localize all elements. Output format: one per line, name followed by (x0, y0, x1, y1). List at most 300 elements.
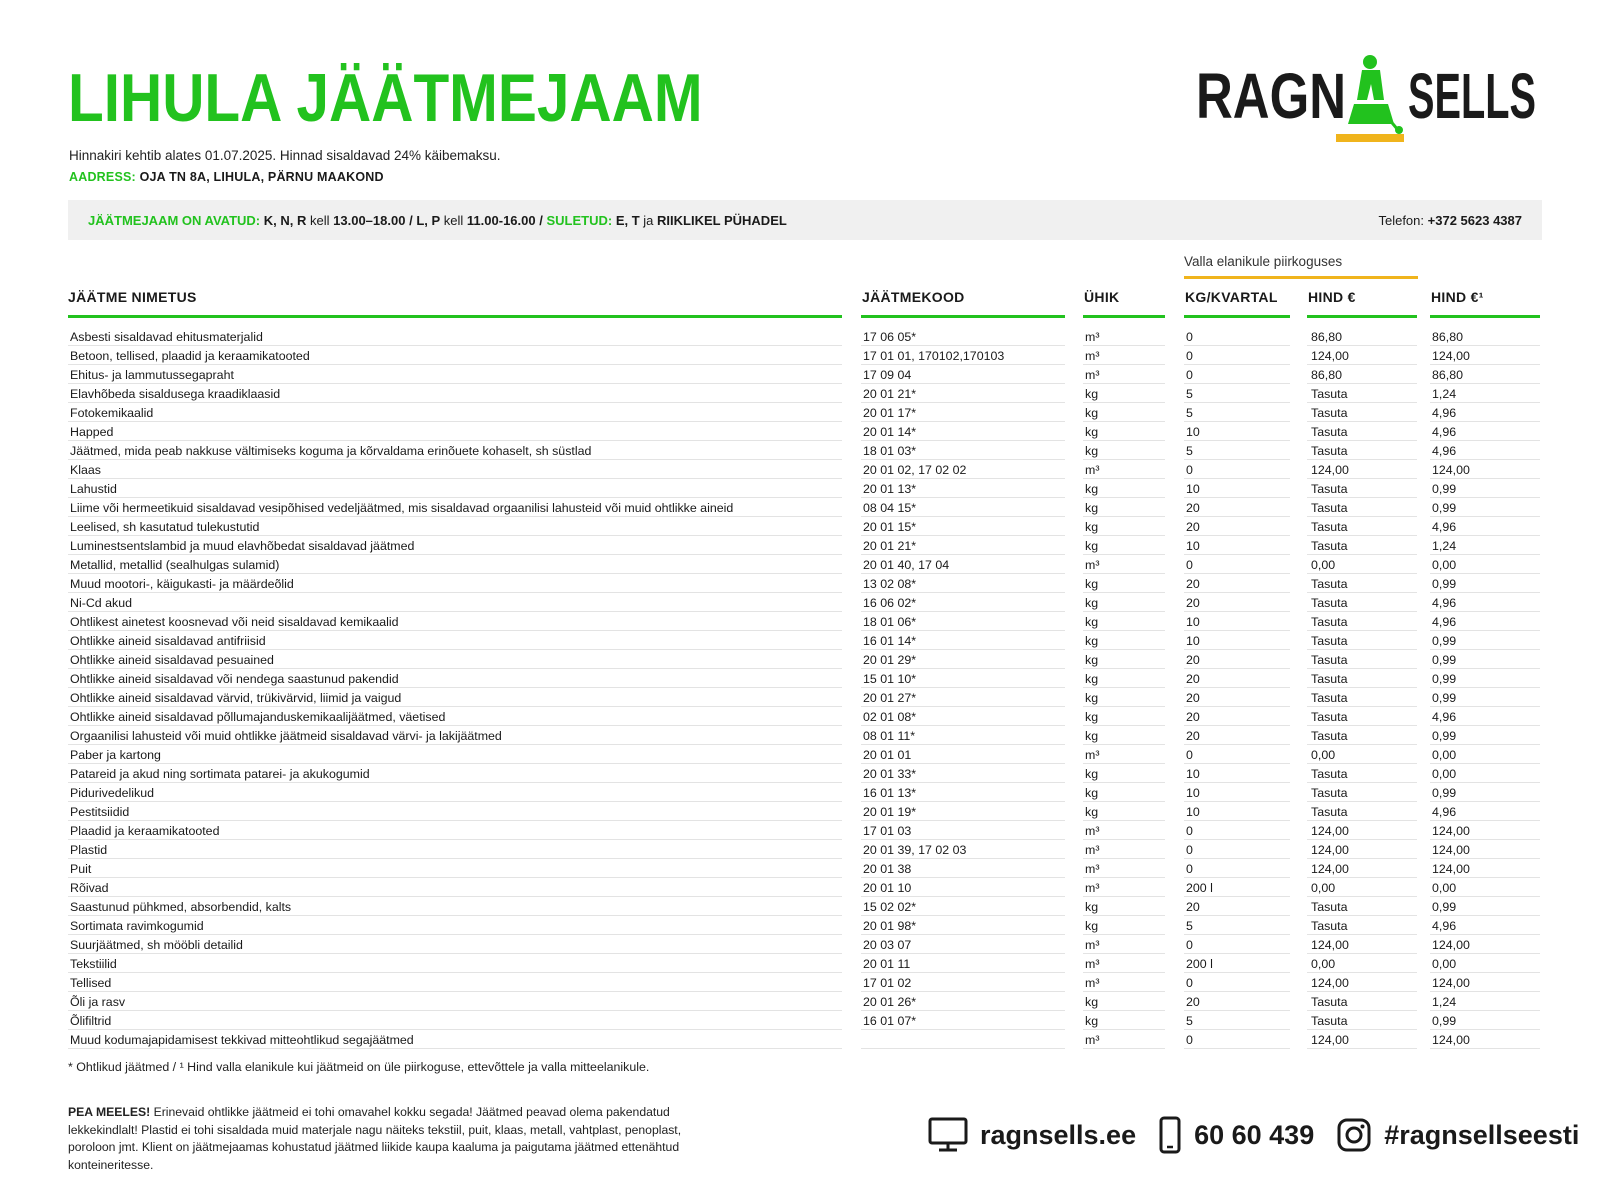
closed-label: SULETUD: (546, 212, 613, 228)
cell-unit: kg (1083, 518, 1165, 536)
cell-price2: 124,00 (1430, 1031, 1540, 1049)
phone-number[interactable]: +372 5623 4387 (1427, 212, 1522, 228)
cell-price2: 0,00 (1430, 765, 1540, 783)
open-time-1: 13.00–18.00 (333, 212, 406, 228)
header-name: JÄÄTME NIMETUS (68, 289, 197, 305)
cell-code: 20 01 98* (861, 917, 1065, 935)
phone-link[interactable] (1158, 1116, 1314, 1154)
resident-group-underline (1184, 276, 1418, 279)
table-row (0, 898, 1600, 917)
cell-unit: kg (1083, 803, 1165, 821)
header-rule-price-2 (1430, 315, 1540, 318)
cell-name: Luminestsentslambid ja muud elavhõbedat sisaldavad jäätmed (68, 537, 842, 555)
cell-price1: Tasuta (1307, 727, 1417, 745)
cell-code: 20 01 33* (861, 765, 1065, 783)
cell-unit: m³ (1083, 879, 1165, 897)
cell-unit: kg (1083, 993, 1165, 1011)
cell-name: Plaadid ja keraamikatooted (68, 822, 842, 840)
cell-price1: 124,00 (1307, 347, 1417, 365)
cell-price2: 0,00 (1430, 746, 1540, 764)
cell-code: 17 01 01, 170102,170103 (861, 347, 1065, 365)
table-row (0, 347, 1600, 366)
cell-unit: m³ (1083, 556, 1165, 574)
address (69, 170, 384, 184)
cell-price1: Tasuta (1307, 480, 1417, 498)
cell-unit: kg (1083, 727, 1165, 745)
cell-price2: 1,24 (1430, 385, 1540, 403)
cell-unit: kg (1083, 632, 1165, 650)
cell-name: Leelised, sh kasutatud tulekustutid (68, 518, 842, 536)
cell-name: Plastid (68, 841, 842, 859)
cell-name: Ehitus- ja lammutussegapraht (68, 366, 842, 384)
table-row (0, 670, 1600, 689)
phone-contact (1378, 213, 1522, 228)
cell-unit: kg (1083, 765, 1165, 783)
cell-name: Liime või hermeetikuid sisaldavad vesipõhised vedeljäätmed, mis sisaldavad orgaanilisi lahusteid või muid ohtlikke aineid (68, 499, 842, 517)
cell-kg: 10 (1184, 765, 1290, 783)
cell-kg: 20 (1184, 518, 1290, 536)
cell-name: Muud mootori-, käigukasti- ja määrdeõlid (68, 575, 842, 593)
cell-price2: 0,99 (1430, 898, 1540, 916)
cell-kg: 0 (1184, 936, 1290, 954)
cell-name: Ohtlikke aineid sisaldavad pesuained (68, 651, 842, 669)
cell-name: Ohtlikke aineid sisaldavad või nendega saastunud pakendid (68, 670, 842, 688)
cell-kg: 5 (1184, 1012, 1290, 1030)
cell-unit: kg (1083, 423, 1165, 441)
cell-code: 15 02 02* (861, 898, 1065, 916)
kell-1: kell (310, 212, 330, 228)
cell-unit: m³ (1083, 366, 1165, 384)
website-link[interactable] (928, 1116, 1136, 1154)
cell-kg: 0 (1184, 347, 1290, 365)
cell-kg: 0 (1184, 746, 1290, 764)
cell-code: 20 01 14* (861, 423, 1065, 441)
cell-price2: 0,99 (1430, 480, 1540, 498)
monitor-icon (928, 1116, 968, 1154)
opening-hours-bar (68, 200, 1542, 240)
cell-price1: Tasuta (1307, 423, 1417, 441)
cell-kg: 20 (1184, 898, 1290, 916)
cell-unit: m³ (1083, 746, 1165, 764)
cell-code: 20 01 27* (861, 689, 1065, 707)
cell-unit: kg (1083, 442, 1165, 460)
table-row (0, 556, 1600, 575)
cell-price1: Tasuta (1307, 670, 1417, 688)
cell-unit: kg (1083, 499, 1165, 517)
cell-unit: m³ (1083, 347, 1165, 365)
cell-unit: m³ (1083, 328, 1165, 346)
cell-price1: Tasuta (1307, 803, 1417, 821)
reminder-label: PEA MEELES! (68, 1105, 151, 1119)
open-days-1: K, N, R (263, 212, 307, 228)
cell-price2: 124,00 (1430, 461, 1540, 479)
cell-name: Rõivad (68, 879, 842, 897)
phone-label: Telefon: (1378, 212, 1425, 228)
cell-price2: 0,99 (1430, 670, 1540, 688)
table-row (0, 1031, 1600, 1050)
cell-name: Paber ja kartong (68, 746, 842, 764)
open-days-2: L, P (416, 212, 441, 228)
ragn-sells-logo (1196, 48, 1536, 148)
cell-price2: 4,96 (1430, 423, 1540, 441)
table-row (0, 879, 1600, 898)
cell-code: 02 01 08* (861, 708, 1065, 726)
cell-code: 17 06 05* (861, 328, 1065, 346)
cell-code: 18 01 06* (861, 613, 1065, 631)
address-value: OJA TN 8A, LIHULA, PÄRNU MAAKOND (139, 170, 384, 184)
cell-kg: 0 (1184, 841, 1290, 859)
cell-code: 20 01 26* (861, 993, 1065, 1011)
logo-text: RAGN (1196, 60, 1346, 132)
table-row (0, 461, 1600, 480)
cell-price1: 124,00 (1307, 860, 1417, 878)
cell-price1: Tasuta (1307, 442, 1417, 460)
cell-code: 20 01 21* (861, 385, 1065, 403)
cell-name: Õlifiltrid (68, 1012, 842, 1030)
contact-strip (928, 1112, 1579, 1158)
cell-code: 20 01 01 (861, 746, 1065, 764)
cell-kg: 0 (1184, 822, 1290, 840)
cell-kg: 0 (1184, 461, 1290, 479)
table-row (0, 974, 1600, 993)
cell-price1: 124,00 (1307, 841, 1417, 859)
cell-kg: 10 (1184, 803, 1290, 821)
price-table (0, 328, 1600, 1050)
cell-kg: 20 (1184, 689, 1290, 707)
table-row (0, 328, 1600, 347)
cell-kg: 200 l (1184, 879, 1290, 897)
cell-code: 20 01 40, 17 04 (861, 556, 1065, 574)
cell-name: Metallid, metallid (sealhulgas sulamid) (68, 556, 842, 574)
cell-price2: 4,96 (1430, 803, 1540, 821)
website-text: ragnsells.ee (980, 1119, 1137, 1150)
ja-text: ja (643, 212, 654, 228)
cell-code: 20 01 17* (861, 404, 1065, 422)
cell-price1: Tasuta (1307, 594, 1417, 612)
page-title: LIHULA JÄÄTMEJAAM (68, 60, 703, 136)
table-row (0, 917, 1600, 936)
cell-kg: 20 (1184, 651, 1290, 669)
cell-code: 17 01 02 (861, 974, 1065, 992)
header-rule-price (1307, 315, 1417, 318)
cell-code: 16 06 02* (861, 594, 1065, 612)
cell-unit: kg (1083, 594, 1165, 612)
cell-code: 17 01 03 (861, 822, 1065, 840)
cell-kg: 20 (1184, 575, 1290, 593)
table-row (0, 955, 1600, 974)
cell-price1: 86,80 (1307, 366, 1417, 384)
cell-price2: 0,99 (1430, 575, 1540, 593)
cell-unit: kg (1083, 537, 1165, 555)
cell-kg: 20 (1184, 708, 1290, 726)
separator-1: / (409, 212, 413, 228)
cell-price1: Tasuta (1307, 708, 1417, 726)
table-row (0, 689, 1600, 708)
cell-name: Ohtlikke aineid sisaldavad antifriisid (68, 632, 842, 650)
cell-kg: 10 (1184, 537, 1290, 555)
cell-code: 20 01 21* (861, 537, 1065, 555)
cell-price2: 4,96 (1430, 404, 1540, 422)
cell-kg: 20 (1184, 499, 1290, 517)
cell-name: Puit (68, 860, 842, 878)
cell-unit: m³ (1083, 461, 1165, 479)
cell-unit: kg (1083, 898, 1165, 916)
cell-price2: 0,99 (1430, 689, 1540, 707)
cell-name: Orgaanilisi lahusteid või muid ohtlikke jäätmeid sisaldavad värvi- ja lakijäätmed (68, 727, 842, 745)
cell-code: 16 01 07* (861, 1012, 1065, 1030)
cell-price2: 0,99 (1430, 651, 1540, 669)
cell-price2: 0,00 (1430, 556, 1540, 574)
cell-code (861, 1031, 1065, 1049)
cell-name: Patareid ja akud ning sortimata patarei- ja akukogumid (68, 765, 842, 783)
cell-price2: 0,00 (1430, 955, 1540, 973)
cell-price1: 124,00 (1307, 974, 1417, 992)
header-price-2: HIND €¹ (1431, 289, 1484, 305)
cell-name: Ni-Cd akud (68, 594, 842, 612)
cell-name: Ohtlikke aineid sisaldavad põllumajanduskemikaalijäätmed, väetised (68, 708, 842, 726)
cell-name: Elavhõbeda sisaldusega kraadiklaasid (68, 385, 842, 403)
table-row (0, 803, 1600, 822)
cell-price2: 4,96 (1430, 518, 1540, 536)
separator-2: / (539, 212, 543, 228)
cell-kg: 20 (1184, 727, 1290, 745)
address-label: AADRESS: (69, 170, 136, 184)
cell-kg: 0 (1184, 974, 1290, 992)
cell-price2: 86,80 (1430, 328, 1540, 346)
cell-price2: 124,00 (1430, 347, 1540, 365)
cell-price1: 0,00 (1307, 879, 1417, 897)
cell-price2: 4,96 (1430, 594, 1540, 612)
cell-price2: 1,24 (1430, 537, 1540, 555)
cell-unit: m³ (1083, 860, 1165, 878)
cell-unit: kg (1083, 917, 1165, 935)
svg-text:SELLS: SELLS (1408, 60, 1536, 132)
kell-2: kell (443, 212, 464, 228)
table-row (0, 537, 1600, 556)
cell-kg: 20 (1184, 670, 1290, 688)
cell-price1: 0,00 (1307, 556, 1417, 574)
cell-unit: kg (1083, 1012, 1165, 1030)
footnote: * Ohtlikud jäätmed / ¹ Hind valla elanikule kui jäätmeid on üle piirkoguse, ettevõttele ja valla mitteelanikule. (68, 1060, 650, 1074)
table-row (0, 366, 1600, 385)
cell-kg: 5 (1184, 917, 1290, 935)
table-row (0, 993, 1600, 1012)
cell-price1: 0,00 (1307, 955, 1417, 973)
cell-code: 08 04 15* (861, 499, 1065, 517)
cell-name: Pestitsiidid (68, 803, 842, 821)
table-row (0, 727, 1600, 746)
cell-price1: Tasuta (1307, 537, 1417, 555)
cell-name: Klaas (68, 461, 842, 479)
table-row (0, 404, 1600, 423)
cell-price1: Tasuta (1307, 385, 1417, 403)
table-row (0, 518, 1600, 537)
cell-unit: m³ (1083, 955, 1165, 973)
cell-kg: 10 (1184, 632, 1290, 650)
cell-price2: 4,96 (1430, 613, 1540, 631)
cell-kg: 0 (1184, 328, 1290, 346)
open-time-2: 11.00-16.00 (466, 212, 536, 228)
cell-name: Fotokemikaalid (68, 404, 842, 422)
cell-price2: 0,99 (1430, 1012, 1540, 1030)
cell-name: Ohtlikest ainetest koosnevad või neid sisaldavad kemikaalid (68, 613, 842, 631)
cell-unit: m³ (1083, 841, 1165, 859)
cell-price1: 86,80 (1307, 328, 1417, 346)
cell-code: 20 01 11 (861, 955, 1065, 973)
resident-group-label: Valla elanikule piirkoguses (1184, 254, 1343, 269)
cell-kg: 200 l (1184, 955, 1290, 973)
cell-code: 17 09 04 (861, 366, 1065, 384)
cell-price2: 0,99 (1430, 727, 1540, 745)
cell-price1: Tasuta (1307, 689, 1417, 707)
cell-kg: 0 (1184, 860, 1290, 878)
table-row (0, 860, 1600, 879)
cell-code: 15 01 10* (861, 670, 1065, 688)
cell-kg: 10 (1184, 613, 1290, 631)
cell-code: 20 01 15* (861, 518, 1065, 536)
table-row (0, 651, 1600, 670)
open-label: JÄÄTMEJAAM ON AVATUD: (88, 212, 261, 228)
cell-name: Jäätmed, mida peab nakkuse vältimiseks koguma ja kõrvaldama erinõuete kohaselt, sh süstlad (68, 442, 842, 460)
table-row (0, 765, 1600, 784)
cell-price2: 124,00 (1430, 860, 1540, 878)
phone-text: 60 60 439 (1194, 1119, 1315, 1150)
cell-kg: 20 (1184, 993, 1290, 1011)
cell-price1: 0,00 (1307, 746, 1417, 764)
cell-unit: kg (1083, 784, 1165, 802)
cell-name: Saastunud pühkmed, absorbendid, kalts (68, 898, 842, 916)
cell-unit: kg (1083, 385, 1165, 403)
cell-price1: 124,00 (1307, 461, 1417, 479)
cell-price1: Tasuta (1307, 917, 1417, 935)
cell-name: Betoon, tellised, plaadid ja keraamikatooted (68, 347, 842, 365)
cell-name: Asbesti sisaldavad ehitusmaterjalid (68, 328, 842, 346)
cell-code: 20 01 39, 17 02 03 (861, 841, 1065, 859)
cell-price1: Tasuta (1307, 898, 1417, 916)
header-price: HIND € (1308, 289, 1356, 305)
cell-kg: 20 (1184, 594, 1290, 612)
cell-price2: 0,99 (1430, 632, 1540, 650)
cell-unit: kg (1083, 480, 1165, 498)
reminder-note (68, 1104, 728, 1174)
closed-days: E, T (615, 212, 640, 228)
cell-name: Sortimata ravimkogumid (68, 917, 842, 935)
cell-kg: 5 (1184, 442, 1290, 460)
cell-price1: Tasuta (1307, 1012, 1417, 1030)
opening-hours (88, 213, 787, 228)
cell-name: Tellised (68, 974, 842, 992)
price-validity-note: Hinnakiri kehtib alates 01.07.2025. Hinnad sisaldavad 24% käibemaksu. (69, 148, 501, 163)
cell-unit: kg (1083, 670, 1165, 688)
reminder-text: Erinevaid ohtlikke jäätmeid ei tohi omavahel kokku segada! Jäätmed peavad olema pakendatud lekkekindlalt! Plastid ei tohi sisaldada muid materjale nagu näiteks tekstiil, puit, klaas, metall, vahtplast, penoplast, poroloon jmt. Klient on jäätmejaamas kohustatud jäätmed liikide kaupa kaaluma ja paigutama jäätmed ettenähtud konteineritesse. (68, 1105, 682, 1172)
cell-kg: 5 (1184, 404, 1290, 422)
cell-price1: Tasuta (1307, 404, 1417, 422)
header-rule-unit (1083, 315, 1165, 318)
table-row (0, 784, 1600, 803)
cell-name: Tekstiilid (68, 955, 842, 973)
cell-code: 20 01 19* (861, 803, 1065, 821)
table-row (0, 594, 1600, 613)
cell-price2: 86,80 (1430, 366, 1540, 384)
cell-code: 13 02 08* (861, 575, 1065, 593)
cell-kg: 10 (1184, 423, 1290, 441)
cell-name: Happed (68, 423, 842, 441)
cell-price2: 124,00 (1430, 936, 1540, 954)
cell-price1: 124,00 (1307, 1031, 1417, 1049)
cell-name: Ohtlikke aineid sisaldavad värvid, trükivärvid, liimid ja vaigud (68, 689, 842, 707)
cell-name: Pidurivedelikud (68, 784, 842, 802)
table-row (0, 575, 1600, 594)
cell-price1: Tasuta (1307, 632, 1417, 650)
table-row (0, 1012, 1600, 1031)
cell-price2: 4,96 (1430, 708, 1540, 726)
mobile-phone-icon (1158, 1116, 1182, 1154)
cell-unit: m³ (1083, 936, 1165, 954)
table-row (0, 708, 1600, 727)
cell-unit: kg (1083, 689, 1165, 707)
cell-unit: kg (1083, 575, 1165, 593)
holidays: RIIKLIKEL PÜHADEL (657, 212, 787, 228)
table-row (0, 841, 1600, 860)
table-row (0, 632, 1600, 651)
cell-name: Õli ja rasv (68, 993, 842, 1011)
table-row (0, 822, 1600, 841)
header-rule-name (68, 315, 842, 318)
instagram-link[interactable] (1336, 1117, 1579, 1153)
header-rule-kg (1184, 315, 1290, 318)
cell-price2: 4,96 (1430, 442, 1540, 460)
cell-price1: Tasuta (1307, 765, 1417, 783)
table-row (0, 442, 1600, 461)
cell-price1: Tasuta (1307, 499, 1417, 517)
cell-price1: Tasuta (1307, 651, 1417, 669)
cell-price2: 0,00 (1430, 879, 1540, 897)
cell-kg: 0 (1184, 366, 1290, 384)
header-kg: KG/KVARTAL (1185, 289, 1278, 305)
cell-unit: kg (1083, 404, 1165, 422)
cell-price1: Tasuta (1307, 518, 1417, 536)
cell-unit: m³ (1083, 1031, 1165, 1049)
cell-price2: 124,00 (1430, 974, 1540, 992)
cell-code: 20 01 29* (861, 651, 1065, 669)
cell-kg: 0 (1184, 556, 1290, 574)
cell-kg: 10 (1184, 784, 1290, 802)
cell-kg: 0 (1184, 1031, 1290, 1049)
table-row (0, 936, 1600, 955)
cell-code: 16 01 14* (861, 632, 1065, 650)
cell-price1: Tasuta (1307, 575, 1417, 593)
cell-price2: 124,00 (1430, 822, 1540, 840)
table-row (0, 480, 1600, 499)
cell-price2: 1,24 (1430, 993, 1540, 1011)
cell-name: Lahustid (68, 480, 842, 498)
table-row (0, 385, 1600, 404)
cell-unit: m³ (1083, 974, 1165, 992)
logo-figure-icon (1336, 55, 1404, 142)
table-row (0, 423, 1600, 442)
cell-price1: Tasuta (1307, 613, 1417, 631)
cell-code: 16 01 13* (861, 784, 1065, 802)
table-row (0, 613, 1600, 632)
cell-name: Muud kodumajapidamisest tekkivad mitteohtlikud segajäätmed (68, 1031, 842, 1049)
cell-price1: Tasuta (1307, 784, 1417, 802)
cell-code: 20 03 07 (861, 936, 1065, 954)
cell-kg: 5 (1184, 385, 1290, 403)
cell-price2: 0,99 (1430, 499, 1540, 517)
instagram-icon (1336, 1117, 1372, 1153)
cell-code: 08 01 11* (861, 727, 1065, 745)
table-row (0, 746, 1600, 765)
